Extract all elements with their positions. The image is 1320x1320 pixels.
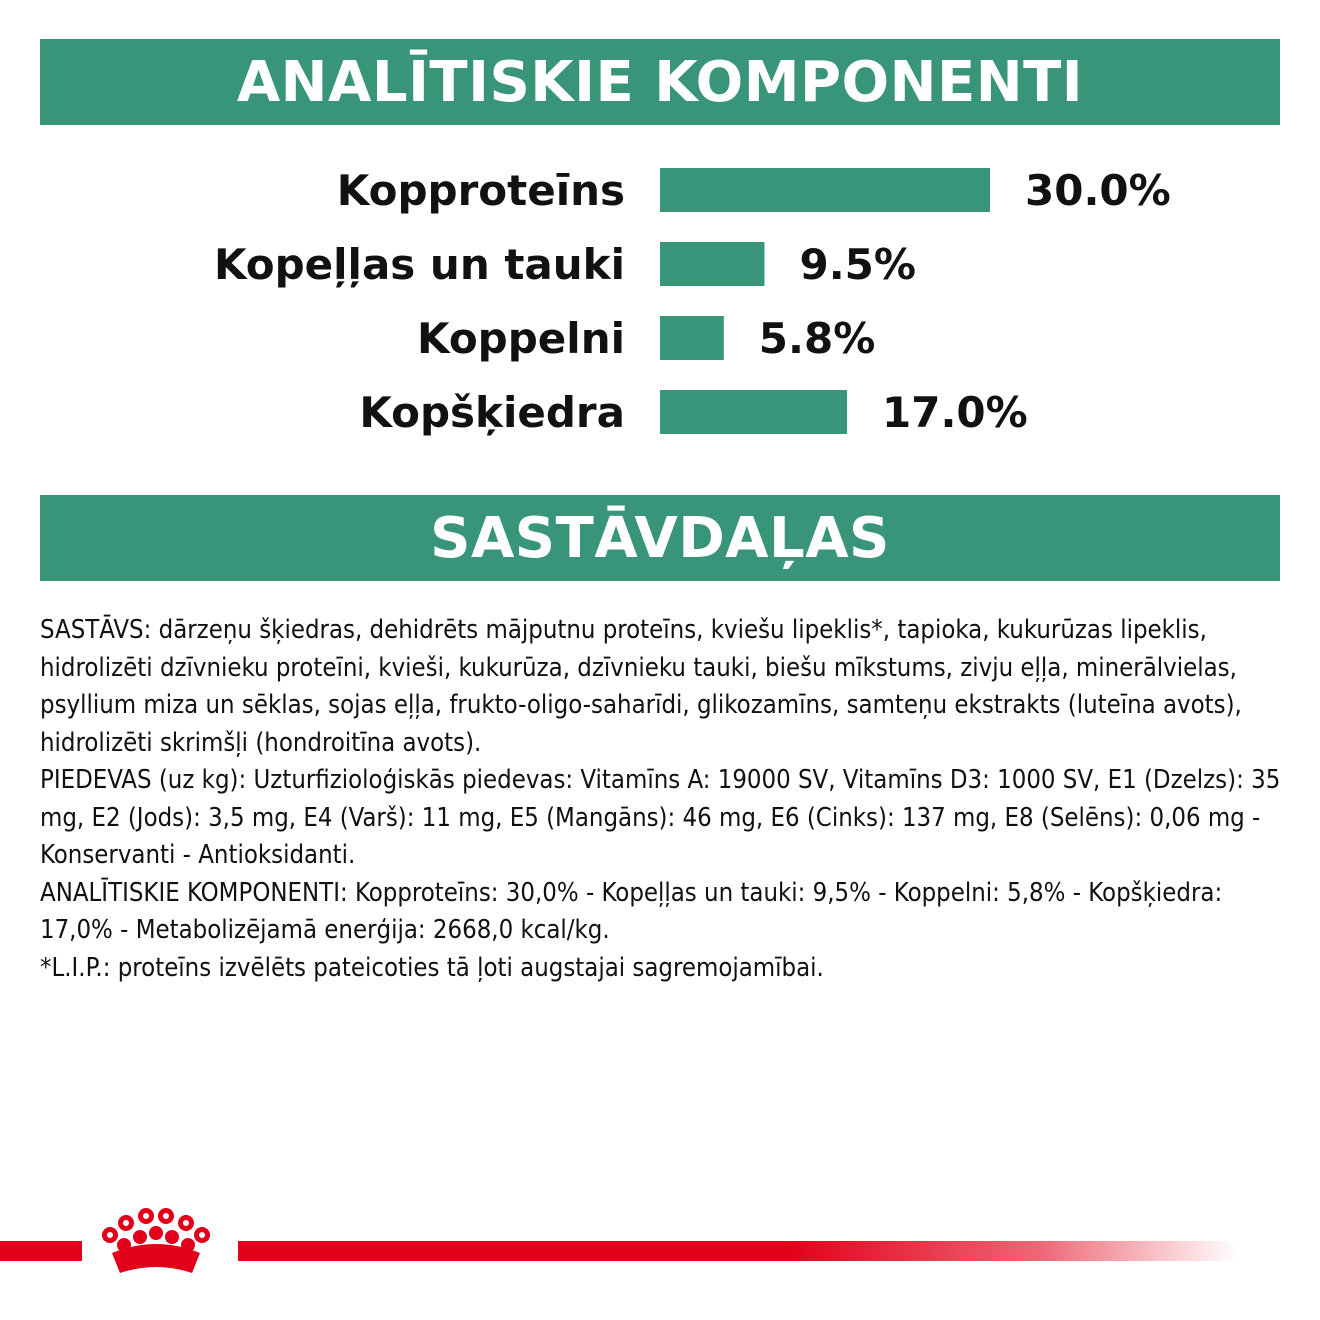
- category-label: Kopproteīns: [336, 166, 625, 215]
- bar: [660, 316, 724, 360]
- value-label: 9.5%: [799, 240, 916, 289]
- bar: [660, 390, 847, 434]
- brand-line-right: [238, 1241, 1238, 1261]
- value-label: 5.8%: [758, 314, 876, 363]
- analysis-paragraph: ANALĪTISKIE KOMPONENTI: Kopproteīns: 30,0% - Kopeļļas un tauki: 9,5% - Koppelni: 5,8% - Kopšķiedra: 17,0% - Metabolizējamā enerģija: 2668,0 kcal/kg.: [40, 877, 1223, 945]
- value-label: 17.0%: [882, 388, 1028, 437]
- composition-paragraph: SASTĀVS: dārzeņu šķiedras, dehidrēts mājputnu proteīns, kviešu lipeklis*, tapioka, kukurūzas lipeklis, hidrolizēti dzīvnieku proteīni, kvieši, kukurūza, dzīvnieku tauki, biešu mīkstums, zivju eļļa, minerālvielas, psyllium miza un sēklas, sojas eļļa, frukto-oligo-saharīdi, glikozamīns, samteņu ekstrakts (luteīna avots), hidrolizēti skrimšļi (hondroitīna avots).: [40, 615, 1242, 758]
- brand-line-left: [0, 1241, 82, 1261]
- ingredients-header-title: SASTĀVDAĻAS: [430, 505, 890, 571]
- brand-footer: [0, 1205, 1320, 1295]
- footnote-paragraph: *L.I.P.: proteīns izvēlēts pateicoties tā ļoti augstajai sagremojamībai.: [40, 952, 824, 983]
- value-label: 30.0%: [1025, 166, 1171, 215]
- royal-canin-crown-icon: [90, 1205, 230, 1285]
- bar: [660, 168, 990, 212]
- category-label: Kopeļļas un tauki: [213, 240, 625, 289]
- additives-paragraph: PIEDEVAS (uz kg): Uzturfizioloģiskās piedevas: Vitamīns A: 19000 SV, Vitamīns D3: 1000 SV, E1 (Dzelzs): 35 mg, E2 (Jods): 3,5 mg, E4 (Varš): 11 mg, E5 (Mangāns): 46 mg, E6 (Cinks): 137 mg, E8 (Selēns): 0,06 mg - Konservanti - Antioksidanti.: [40, 765, 1281, 870]
- bar: [660, 242, 765, 286]
- ingredients-text-block: [40, 612, 1285, 987]
- analysis-header-banner: [40, 39, 1280, 125]
- analysis-header-title: ANALĪTISKIE KOMPONENTI: [236, 49, 1084, 115]
- category-label: Kopšķiedra: [359, 388, 625, 437]
- category-label: Koppelni: [417, 314, 625, 363]
- ingredients-header-banner: [40, 495, 1280, 581]
- analysis-bar-chart: [0, 150, 1320, 460]
